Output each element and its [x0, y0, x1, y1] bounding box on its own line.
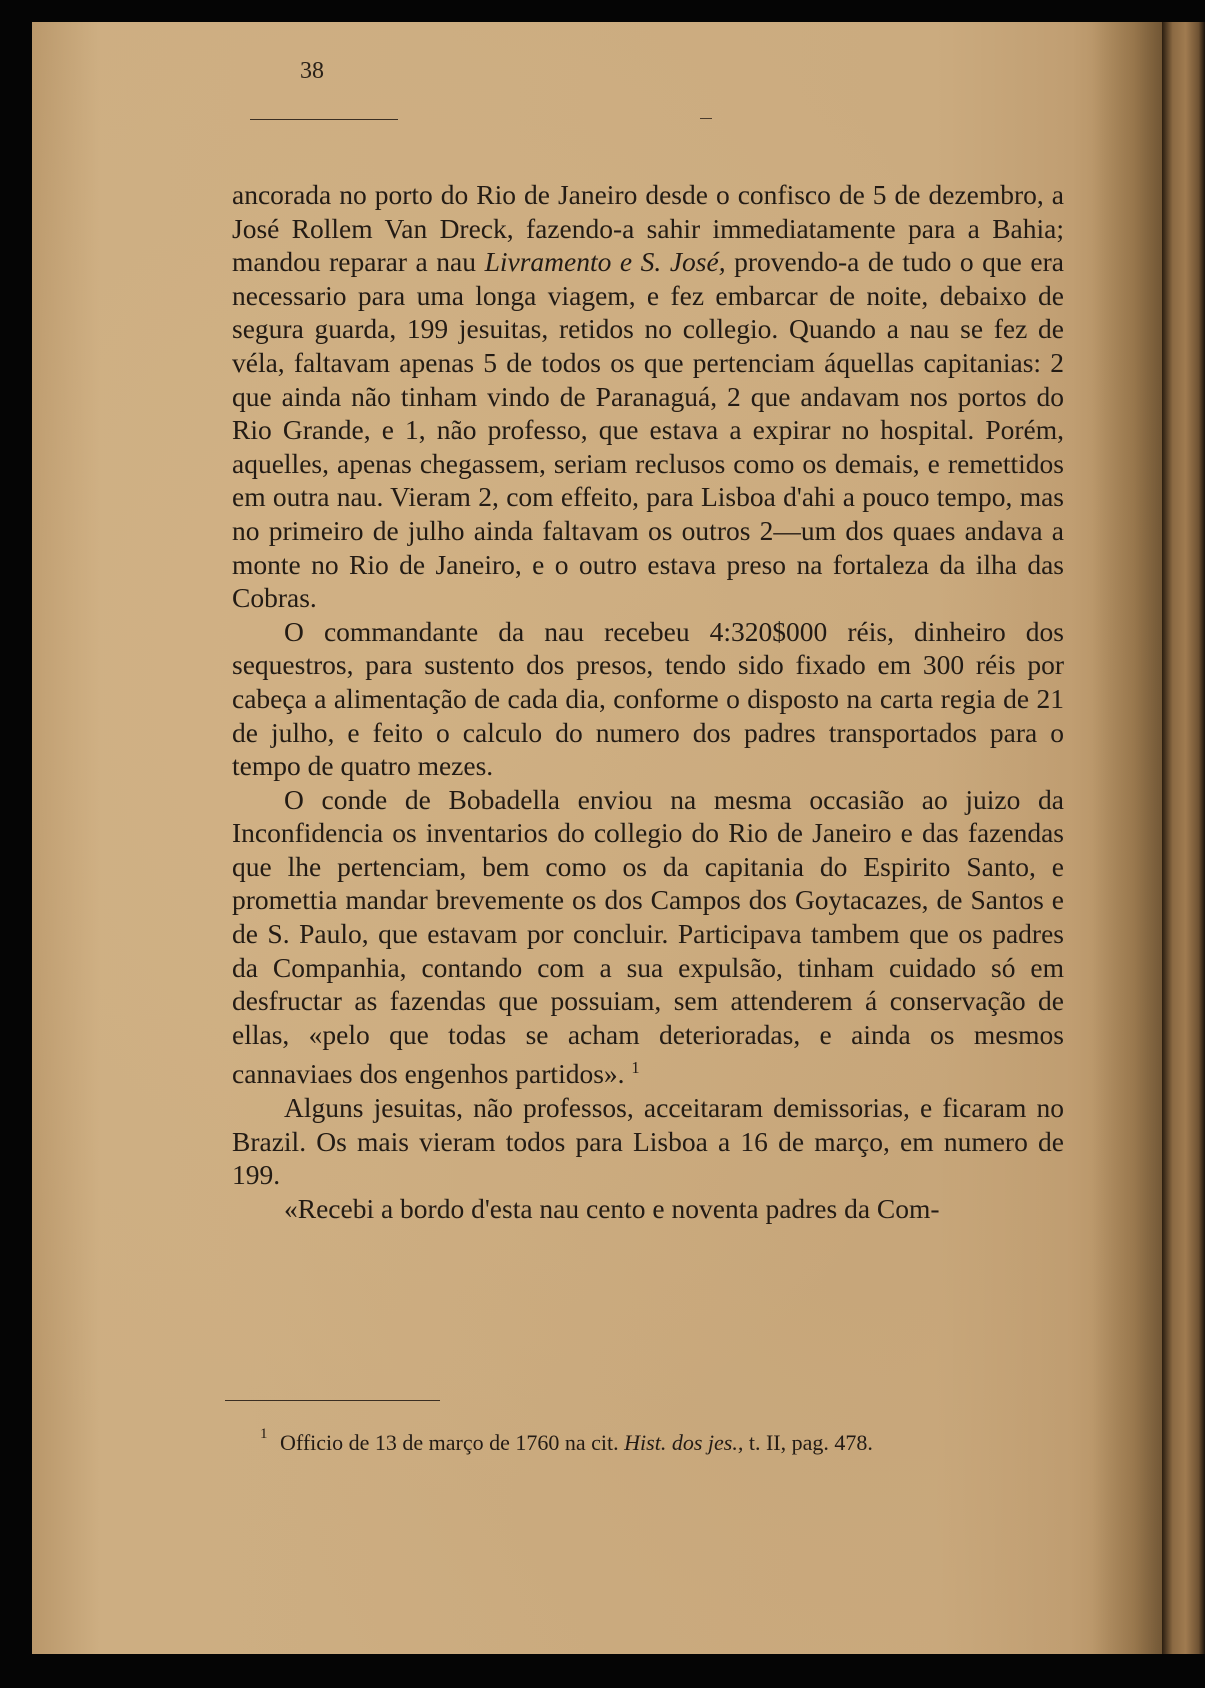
paragraph-5: «Recebi a bordo d'esta nau cento e noventa padres da Com- [284, 1192, 940, 1224]
ship-name: Livramento e S. José, [484, 246, 726, 278]
header-rule [250, 119, 398, 120]
page-number: 38 [300, 58, 324, 84]
page-gutter-shadow [1092, 22, 1162, 1654]
paragraph-1-rest: provendo-a de tudo o que era necessario para uma longa viagem, e fez embarcar de noite, debaixo de segura guarda, 199 jesuitas, retidos no collegio. Quando a nau se fez de véla, faltavam apenas 5 de todos os que pertenciam áquellas capitanias: 2 que ainda não tinham vindo de Paranaguá, 2 que andavam nos portos do Rio Grande, e 1, não professo, que estava a expirar no hospital. Porém, aquelles, apenas chegassem, seriam reclusos como os demais, e remettidos em outra nau. Vieram 2, com effeito, para Lisboa d'ahi a pouco tempo, mas no primeiro de julho ainda faltavam os outros 2—um dos quaes andava a monte no Rio de Janeiro, e o outro estava preso na fortaleza da ilha das Cobras. [232, 246, 1064, 614]
body-text [232, 178, 1064, 1226]
paragraph-3 [232, 783, 1064, 1092]
footnote-text-start: Officio de 13 de março de 1760 na cit. [280, 1430, 625, 1455]
footnote [260, 1426, 1060, 1456]
header-dash [700, 118, 712, 119]
paragraph-3-text: O conde de Bobadella enviou na mesma occasião ao juizo da Inconfidencia os inventarios do collegio do Rio de Janeiro e das fazendas que lhe pertenciam, bem como os da capitania do Espirito Santo, e promettia mandar brevemente os dos Campos dos Goytacazes, de Santos e de S. Paulo, que estavam por concluir. Participava tambem que os padres da Companhia, contando com a sua expulsão, tinham cuidado só em desfructar as fazendas que possuiam, sem attenderem á conservação de ellas, «pelo que todas se acham deterioradas, e ainda os mesmos cannaviaes dos engenhos partidos». [232, 783, 1064, 1090]
adjacent-page-edge [1162, 22, 1205, 1654]
paragraph-1 [232, 178, 1064, 615]
paragraph-1-start: ancorada no porto do Rio de Janeiro desde o confisco de 5 de dezembro, a José Rollem Van Dreck, fazendo-a sahir immediatamente para a Bahia; mandou reparar a nau [232, 179, 1064, 278]
footnote-reference: 1 [631, 1058, 640, 1078]
footnote-marker: 1 [260, 1426, 268, 1442]
paragraph-2: O commandante da nau recebeu 4:320$000 réis, dinheiro dos sequestros, para sustento dos presos, tendo sido fixado em 300 réis por cabeça a alimentação de cada dia, conforme o disposto na carta regia de 21 de julho, e feito o calculo do numero dos padres transportados para o tempo de quatro mezes. [232, 615, 1064, 782]
paragraph-4: Alguns jesuitas, não professos, acceitaram demissorias, e ficaram no Brazil. Os mais vieram todos para Lisboa a 16 de março, em numero de 199. [232, 1092, 1064, 1191]
footnote-rule [225, 1400, 440, 1401]
footnote-text-end: t. II, pag. 478. [743, 1430, 873, 1455]
footnote-source-title: Hist. dos jes., [624, 1430, 744, 1455]
